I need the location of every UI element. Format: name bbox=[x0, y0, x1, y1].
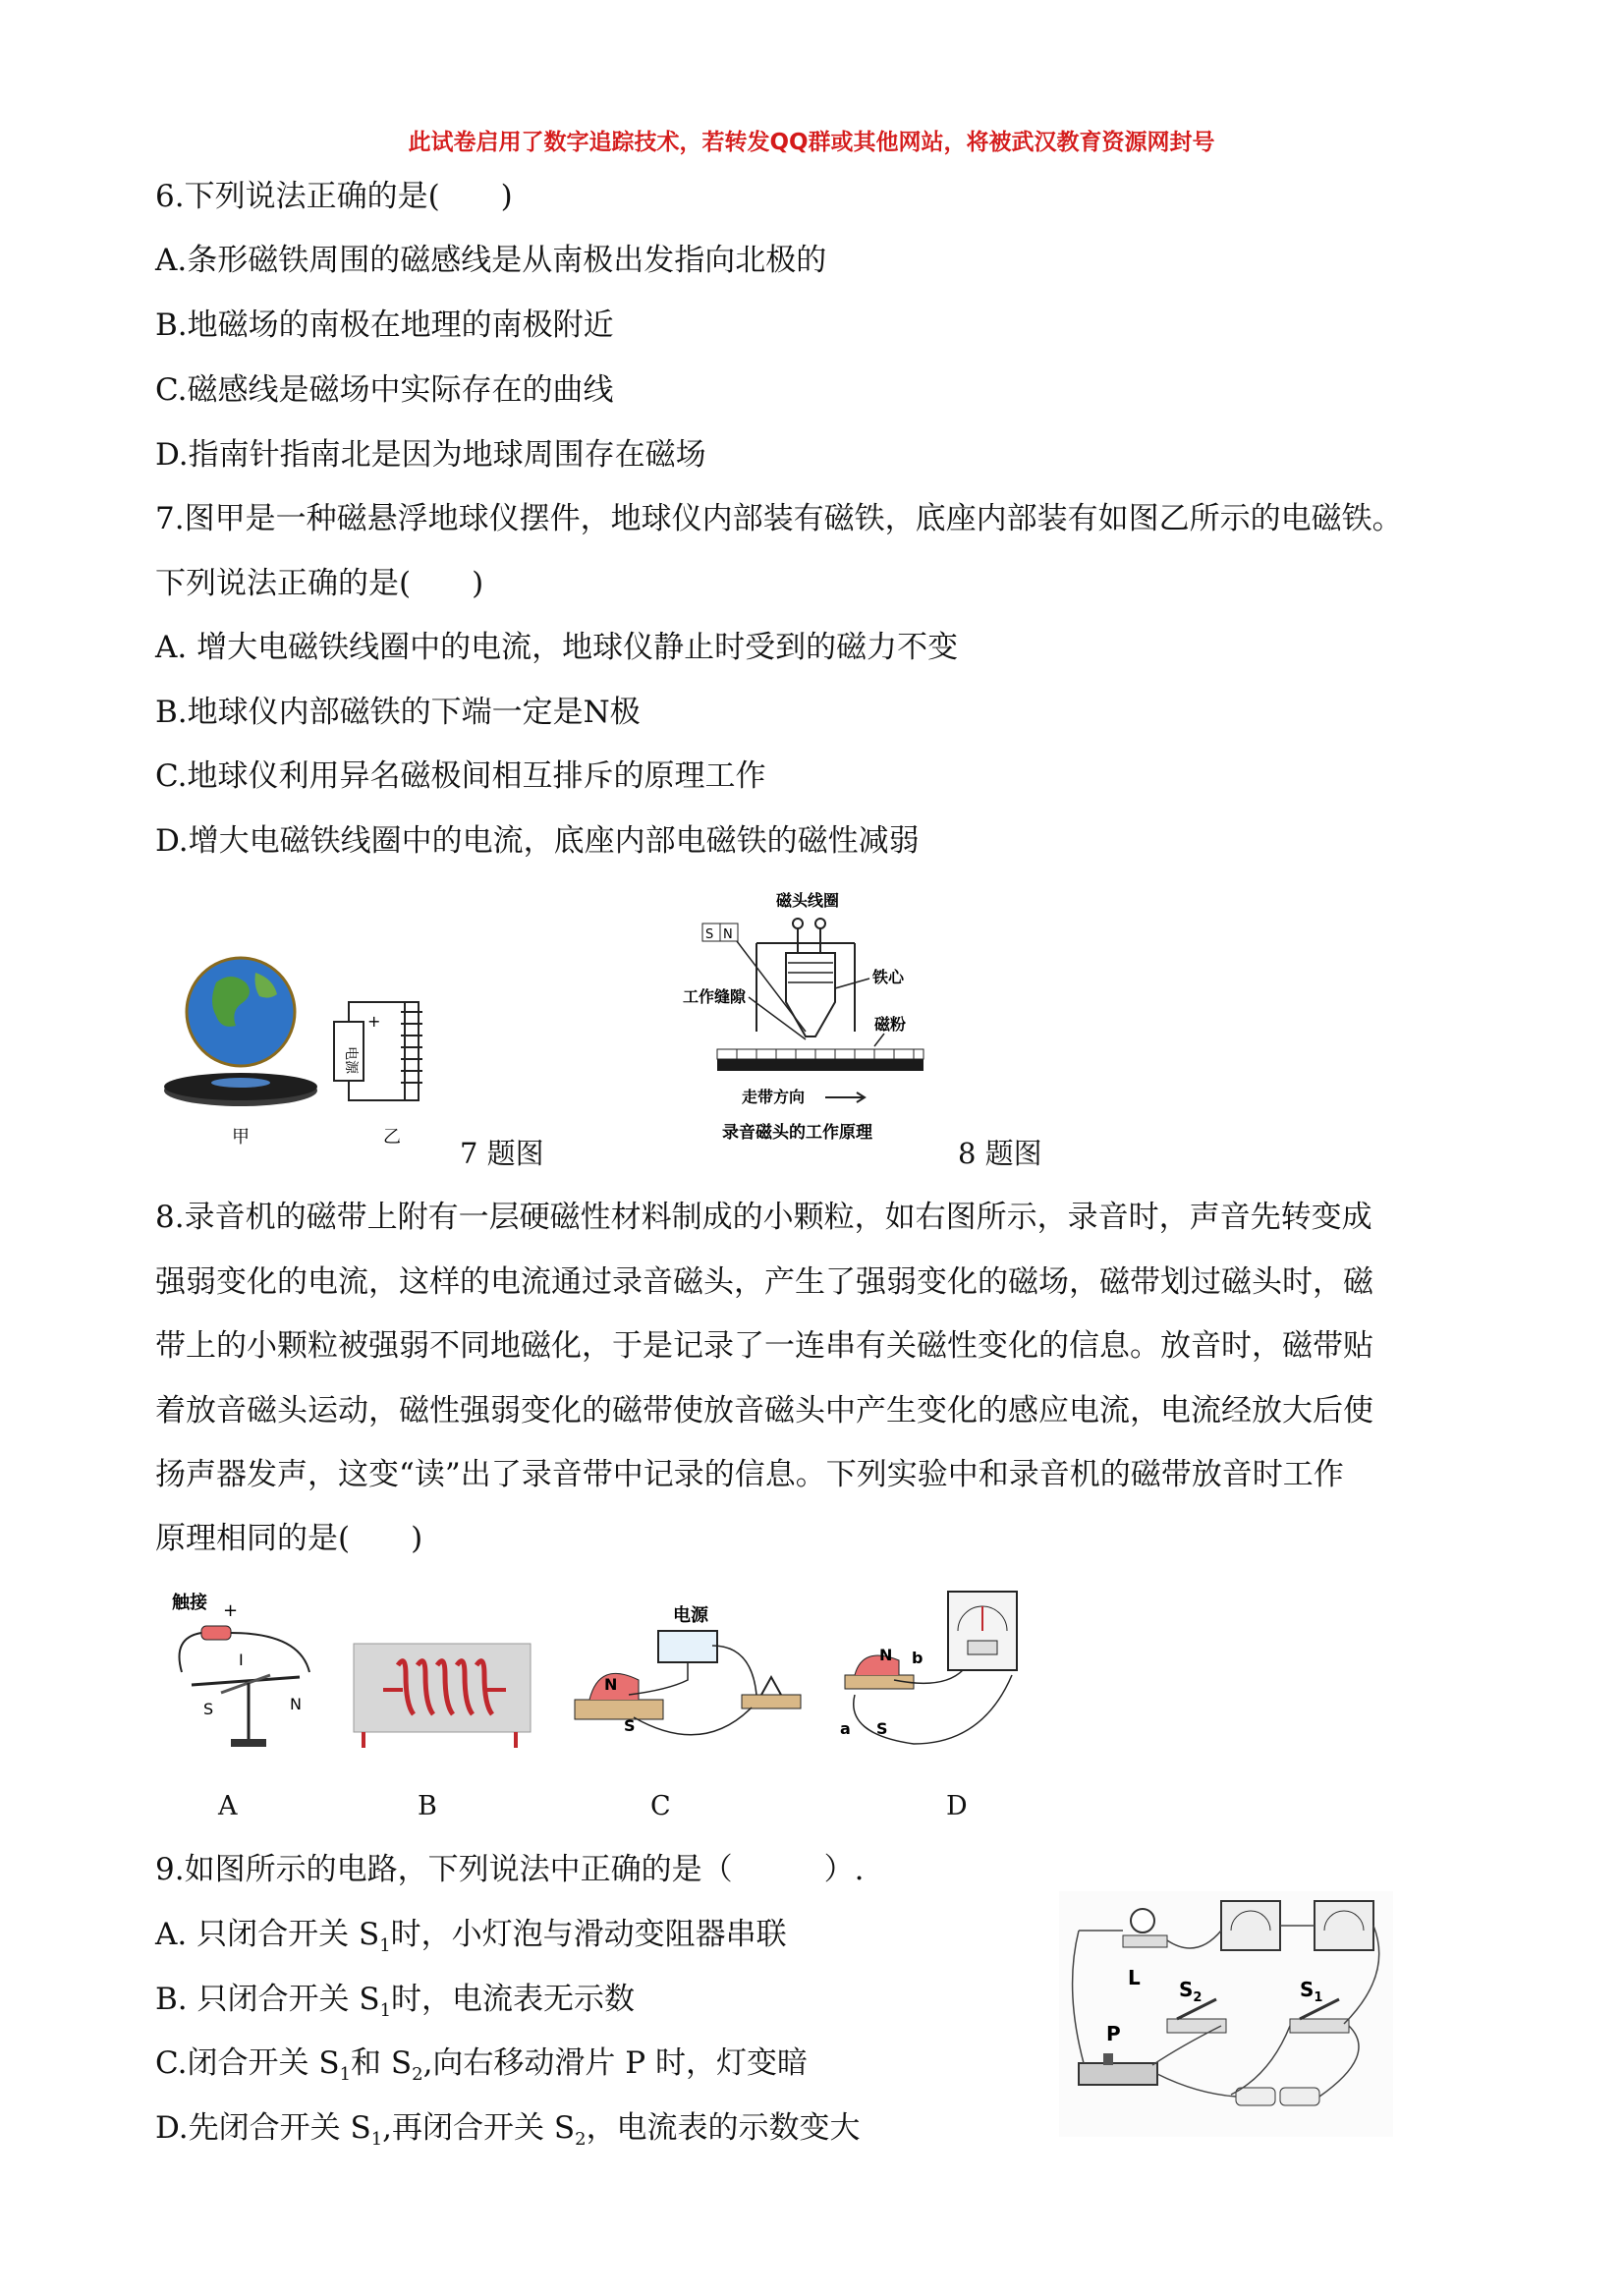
current-label: I bbox=[239, 1651, 244, 1669]
magnet-n-label: N bbox=[723, 927, 733, 942]
core-label: 铁心 bbox=[872, 968, 905, 986]
q8-line-2: 强弱变化的电流，这样的电流通过录音磁头，产生了强弱变化的磁场，磁带划过磁头时，磁 bbox=[155, 1264, 1373, 1300]
magnet-s-label: S bbox=[705, 927, 714, 942]
q9-option-d bbox=[155, 2108, 861, 2159]
q9-circuit-figure bbox=[1059, 1891, 1393, 2137]
q8-figure-d bbox=[835, 1587, 1032, 1759]
switch-s1-letter: S bbox=[1300, 1978, 1315, 2001]
q9-option-d-subscript-2: 2 bbox=[575, 2129, 587, 2151]
gap-label: 工作缝隙 bbox=[683, 987, 747, 1006]
q9-option-c-subscript-1: 1 bbox=[339, 2064, 352, 2086]
q9-option-a-text-end: 时，小灯泡与滑动变阻器串联 bbox=[390, 1917, 787, 1952]
q8-line-3: 带上的小颗粒被强弱不同地磁化，于是记录了一连串有关磁性变化的信息。放音时，磁带贴 bbox=[155, 1328, 1373, 1364]
q8-figure-c bbox=[565, 1601, 811, 1759]
q9-option-d-text-mid: ,再闭合开关 S bbox=[382, 2110, 576, 2146]
q9-option-d-text-end: ，电流表的示数变大 bbox=[586, 2110, 861, 2146]
q9-option-b-text: B. 只闭合开关 S bbox=[155, 1982, 380, 2017]
lamp-label: L bbox=[1128, 1966, 1141, 1989]
touch-label: 触接 bbox=[172, 1593, 207, 1613]
direction-label: 走带方向 bbox=[742, 1088, 806, 1106]
figure-8-caption: 8 题图 bbox=[958, 1137, 1042, 1170]
q9-option-d-subscript-1: 1 bbox=[370, 2129, 383, 2151]
q9-option-c-subscript-2: 2 bbox=[412, 2064, 423, 2086]
q8-label-a: A bbox=[218, 1791, 238, 1821]
q7-option-c: C.地球仪利用异名磁极间相互排斥的原理工作 bbox=[155, 758, 766, 794]
q7-stem-line2: 下列说法正确的是( ) bbox=[155, 566, 484, 601]
q9-option-c bbox=[155, 2044, 808, 2095]
q7-option-b: B.地球仪内部磁铁的下端一定是N极 bbox=[155, 695, 641, 730]
voltmeter-icon bbox=[1315, 1901, 1373, 1950]
s-label: S bbox=[203, 1700, 214, 1718]
maglev-globe-illustration bbox=[164, 958, 317, 1106]
label-jia: 甲 bbox=[232, 1127, 250, 1148]
power-label: 电源 bbox=[673, 1605, 708, 1626]
q8-line-6: 原理相同的是( ) bbox=[155, 1521, 423, 1556]
n-label: N bbox=[604, 1675, 618, 1694]
q9-option-c-text-mid: 和 S bbox=[351, 2045, 413, 2081]
q9-option-d-text: D.先闭合开关 S bbox=[155, 2110, 371, 2146]
q8-line-1: 8.录音机的磁带上附有一层硬磁性材料制成的小颗粒，如右图所示，录音时，声音先转变成 bbox=[155, 1200, 1372, 1235]
plus-sign: + bbox=[223, 1600, 239, 1621]
q9-option-c-text-end: ,向右移动滑片 P 时，灯变暗 bbox=[422, 2045, 808, 2081]
q9-option-a-text: A. 只闭合开关 S bbox=[155, 1917, 380, 1952]
slider-label: P bbox=[1106, 2022, 1121, 2045]
q6-option-a: A.条形磁铁周围的磁感线是从南极出发指向北极的 bbox=[155, 243, 827, 278]
powder-label: 磁粉 bbox=[874, 1015, 907, 1034]
switch-s1-subscript: 1 bbox=[1314, 1990, 1323, 2005]
q9-option-b-subscript: 1 bbox=[379, 2000, 392, 2022]
q6-option-b: B.地磁场的南极在地理的南极附近 bbox=[155, 308, 614, 343]
power-label: 电源 bbox=[343, 1046, 359, 1074]
q9-option-a-subscript: 1 bbox=[379, 1935, 391, 1957]
q6-stem: 6.下列说法正确的是( ) bbox=[155, 179, 513, 214]
q7-option-a: A. 增大电磁铁线圈中的电流，地球仪静止时受到的磁力不变 bbox=[155, 630, 959, 665]
q8-line-5: 扬声器发声，这变“读”出了录音带中记录的信息。下列实验中和录音机的磁带放音时工作 bbox=[155, 1457, 1344, 1492]
q6-option-c: C.磁感线是磁场中实际存在的曲线 bbox=[155, 372, 614, 408]
q9-option-c-text: C.闭合开关 S bbox=[155, 2045, 340, 2081]
q8-figure-a bbox=[162, 1587, 329, 1759]
s-label: S bbox=[876, 1719, 888, 1738]
s-label: S bbox=[624, 1716, 636, 1735]
q6-option-d: D.指南针指南北是因为地球周围存在磁场 bbox=[155, 437, 706, 473]
q9-option-a bbox=[155, 1915, 787, 1966]
label-yi: 乙 bbox=[383, 1127, 401, 1148]
q9-option-b-text-end: 时，电流表无示数 bbox=[391, 1982, 636, 2017]
q8-line-4: 着放音磁头运动，磁性强弱变化的磁带使放音磁头中产生变化的感应电流，电流经放大后使 bbox=[155, 1393, 1373, 1428]
figure-7-caption: 7 题图 bbox=[460, 1137, 544, 1170]
switch-s2-letter: S bbox=[1179, 1978, 1194, 2001]
q8-label-b: B bbox=[418, 1791, 437, 1821]
figure-8 bbox=[678, 884, 943, 1149]
plus-sign: + bbox=[367, 1012, 381, 1031]
figure-8-title: 录音磁头的工作原理 bbox=[722, 1123, 872, 1143]
watermark-banner: 此试卷启用了数字追踪技术，若转发QQ群或其他网站，将被武汉教育资源网封号 bbox=[408, 130, 1215, 155]
coil-label: 磁头线圈 bbox=[776, 891, 840, 910]
q8-figure-b bbox=[349, 1636, 535, 1754]
n-label: N bbox=[879, 1646, 893, 1664]
b-label: b bbox=[912, 1649, 923, 1667]
q8-label-c: C bbox=[650, 1791, 671, 1821]
ammeter-icon bbox=[1221, 1901, 1280, 1950]
q9-option-b bbox=[155, 1980, 635, 2031]
q7-stem-line1: 7.图甲是一种磁悬浮地球仪摆件，地球仪内部装有磁铁，底座内部装有如图乙所示的电磁铁。 bbox=[155, 501, 1403, 536]
switch-s2-subscript: 2 bbox=[1193, 1990, 1203, 2005]
n-label: N bbox=[290, 1695, 302, 1713]
q7-option-d: D.增大电磁铁线圈中的电流，底座内部电磁铁的磁性减弱 bbox=[155, 823, 920, 859]
a-label: a bbox=[840, 1719, 851, 1738]
q9-stem: 9.如图所示的电路，下列说法中正确的是（ ）. bbox=[155, 1852, 865, 1887]
q8-label-d: D bbox=[946, 1791, 968, 1821]
figure-7 bbox=[147, 943, 472, 1159]
